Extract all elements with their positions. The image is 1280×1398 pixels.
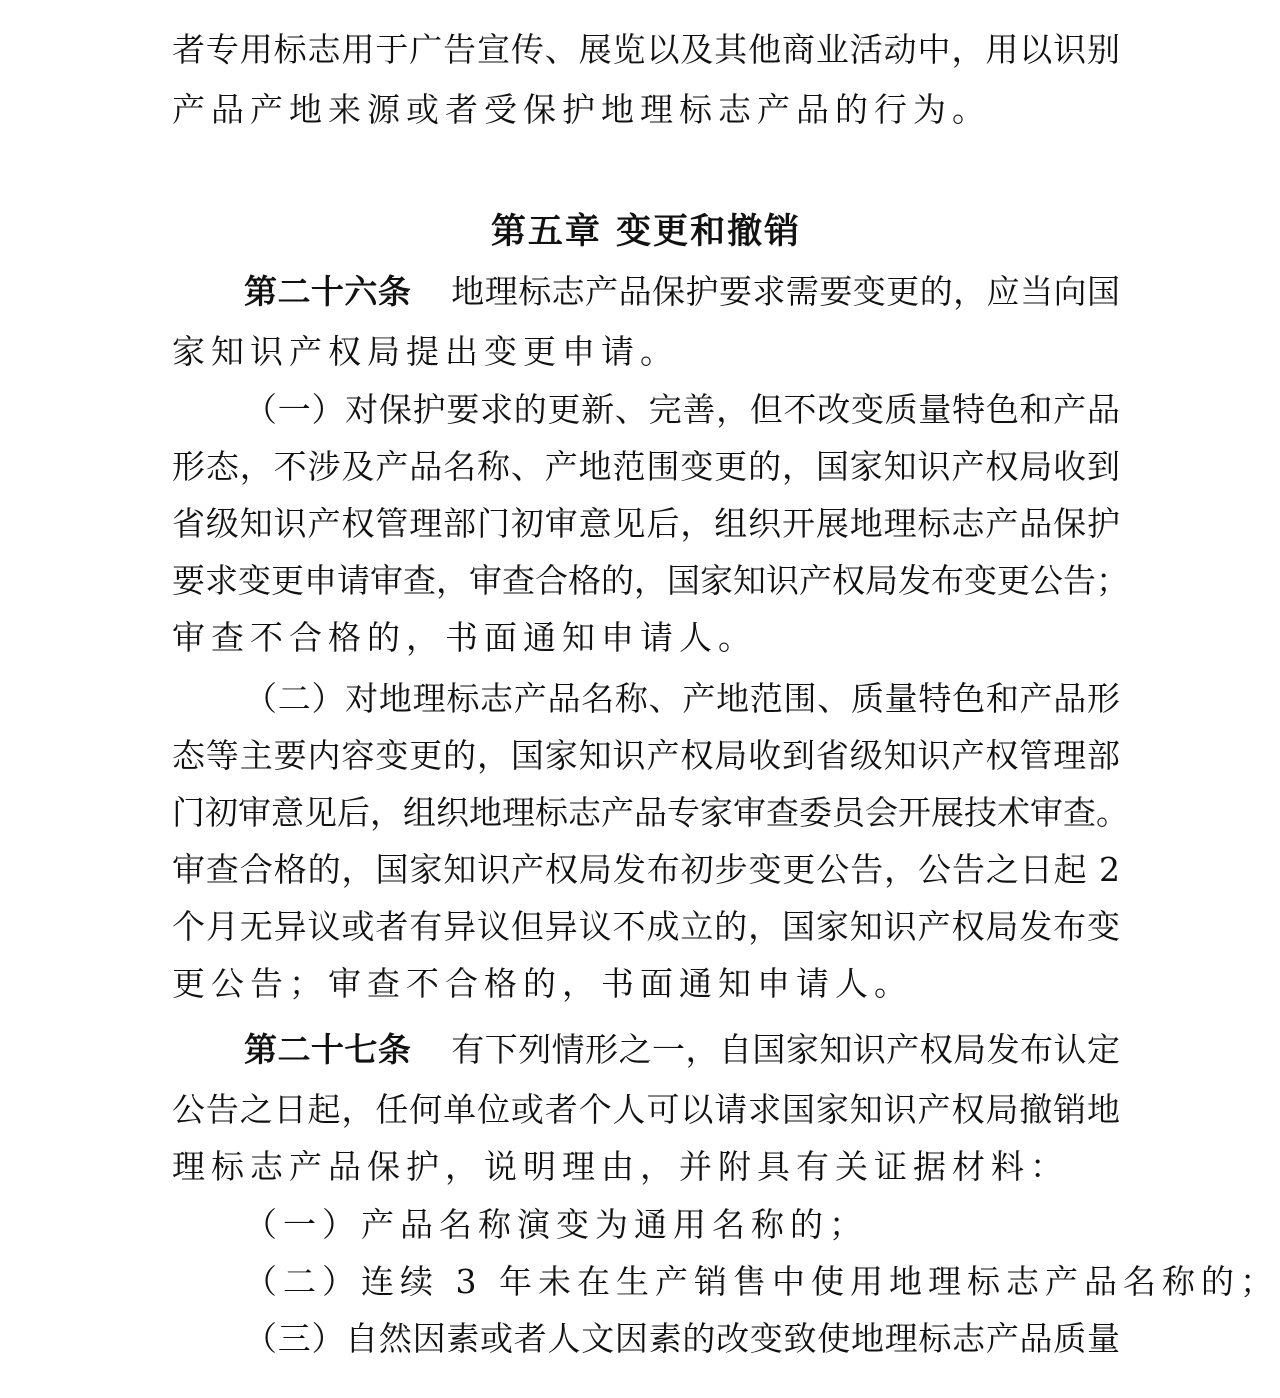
article-26-item-1-line-4: 要求变更申请审查，审查合格的，国家知识产权局发布变更公告； (172, 561, 1129, 600)
article-26-line-2: 家知识产权局提出变更申请。 (172, 332, 679, 371)
intro-line-2: 产品产地来源或者受保护地理标志产品的行为。 (172, 90, 991, 129)
article-26-item-2-line-3: 门初审意见后，组织地理标志产品专家审查委员会开展技术审查。 (172, 793, 1129, 832)
article-26-first-line (244, 272, 1120, 312)
article-26-item-2-line-5: 个月无异议或者有异议但异议不成立的，国家知识产权局发布变 (172, 907, 1120, 946)
article-27-item-2: （二）连续 3 年未在生产销售中使用地理标志产品名称的； (244, 1262, 1279, 1301)
article-26-item-2-line-2: 态等主要内容变更的，国家知识产权局收到省级知识产权管理部 (172, 736, 1120, 775)
article-27-text: 有下列情形之一，自国家知识产权局发布认定 (451, 1030, 1121, 1069)
article-26-item-1-line-2: 形态，不涉及产品名称、产地范围变更的，国家知识产权局收到 (172, 447, 1120, 486)
intro-line-1: 者专用标志用于广告宣传、展览以及其他商业活动中，用以识别 (172, 30, 1120, 69)
article-27-first-line (244, 1030, 1120, 1070)
article-27-item-3: （三）自然因素或者人文因素的改变致使地理标志产品质量 (244, 1319, 1120, 1358)
article-27-line-3: 理标志产品保护，说明理由，并附具有关证据材料： (172, 1147, 1069, 1186)
document-page (172, 0, 1279, 1398)
article-27-item-1: （一）产品名称演变为通用名称的； (244, 1205, 868, 1244)
article-26-item-2-line-6: 更公告；审查不合格的，书面通知申请人。 (172, 964, 913, 1003)
article-26-heading: 第二十六条 (244, 272, 412, 311)
article-26-text: 地理标志产品保护要求需要变更的，应当向国 (451, 272, 1121, 311)
article-26-item-1-line-3: 省级知识产权管理部门初审意见后，组织开展地理标志产品保护 (172, 504, 1120, 543)
article-26-item-2-line-4: 审查合格的，国家知识产权局发布初步变更公告，公告之日起 2 (172, 850, 1120, 889)
article-26-item-1-line-5: 审查不合格的，书面通知申请人。 (172, 618, 757, 657)
article-27-heading: 第二十七条 (244, 1030, 412, 1069)
article-26-item-2-line-1: （二）对地理标志产品名称、产地范围、质量特色和产品形 (244, 679, 1120, 718)
chapter-title: 第五章 变更和撤销 (490, 212, 802, 252)
article-26-item-1-line-1: （一）对保护要求的更新、完善，但不改变质量特色和产品 (244, 390, 1120, 429)
article-27-line-2: 公告之日起，任何单位或者个人可以请求国家知识产权局撤销地 (172, 1090, 1120, 1129)
